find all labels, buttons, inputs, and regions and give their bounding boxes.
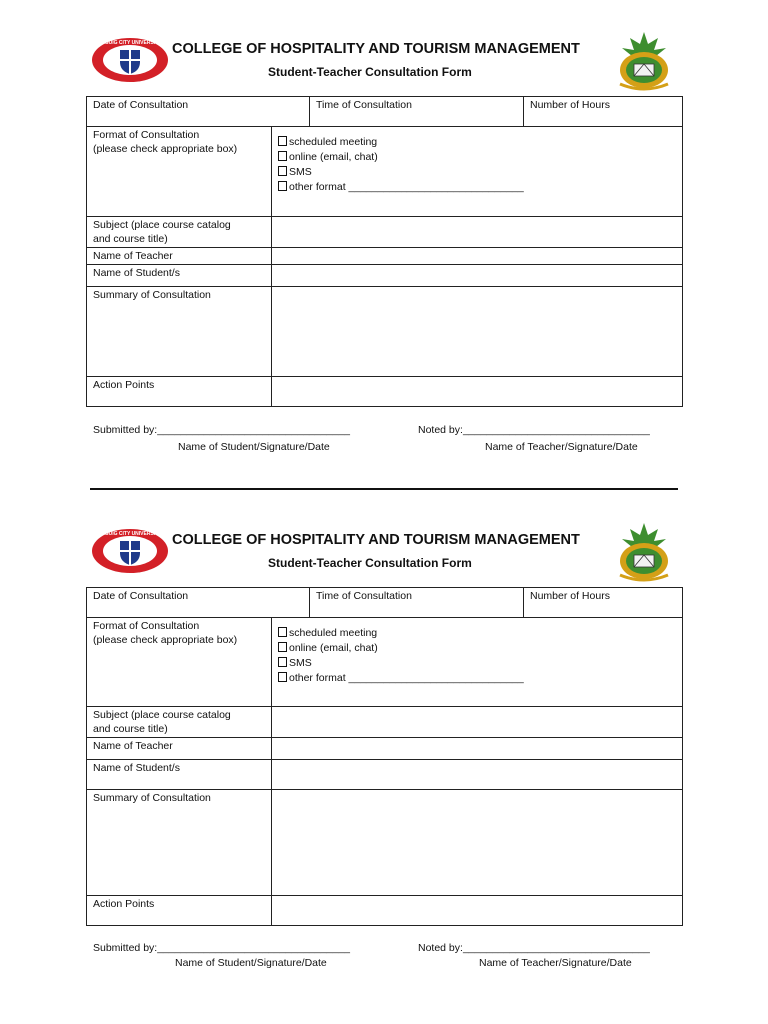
college-name: COLLEGE OF HOSPITALITY AND TOURISM MANAGEMENT xyxy=(172,41,580,57)
summary-field[interactable] xyxy=(272,790,683,896)
teacher-field[interactable] xyxy=(272,248,683,265)
checkbox-icon[interactable] xyxy=(278,166,287,176)
consultation-form-copy-2 xyxy=(0,521,768,969)
option-sms[interactable]: SMS xyxy=(278,656,676,671)
university-logo-icon xyxy=(90,36,170,84)
date-of-consultation-cell[interactable]: Date of Consultation xyxy=(87,97,310,127)
noted-by-line[interactable]: Noted by:________________________________ xyxy=(418,424,650,436)
form-header xyxy=(0,30,768,96)
consultation-table xyxy=(86,587,683,926)
option-other-format[interactable]: other format ______________________________ xyxy=(278,180,676,195)
subject-label: Subject (place course catalog and course title) xyxy=(87,707,272,738)
subject-field[interactable] xyxy=(272,707,683,738)
format-label-line1: Format of Consultation xyxy=(93,620,200,632)
checkbox-icon[interactable] xyxy=(278,657,287,667)
date-of-consultation-cell[interactable]: Date of Consultation xyxy=(87,588,310,618)
action-points-field[interactable] xyxy=(272,896,683,926)
option-sms[interactable]: SMS xyxy=(278,165,676,180)
option-online[interactable]: online (email, chat) xyxy=(278,150,676,165)
college-name: COLLEGE OF HOSPITALITY AND TOURISM MANAGEMENT xyxy=(172,532,580,548)
option-scheduled-meeting[interactable]: scheduled meeting xyxy=(278,135,676,150)
format-label xyxy=(87,127,272,217)
form-header xyxy=(0,521,768,587)
checkbox-icon[interactable] xyxy=(278,672,287,682)
time-of-consultation-cell[interactable]: Time of Consultation xyxy=(310,97,524,127)
format-options xyxy=(272,618,683,707)
consultation-table xyxy=(86,96,683,407)
format-options xyxy=(272,127,683,217)
checkbox-icon[interactable] xyxy=(278,136,287,146)
submitted-by-line[interactable]: Submitted by:_________________________________ xyxy=(93,942,350,954)
form-title: Student-Teacher Consultation Form xyxy=(268,65,472,79)
student-signature-caption: Name of Student/Signature/Date xyxy=(178,441,330,453)
college-seal-icon xyxy=(610,521,678,583)
format-label-line2: (please check appropriate box) xyxy=(93,143,238,155)
checkbox-icon[interactable] xyxy=(278,642,287,652)
consultation-form-copy-1 xyxy=(0,30,768,453)
action-points-label: Action Points xyxy=(87,377,272,407)
number-of-hours-cell[interactable]: Number of Hours xyxy=(524,97,683,127)
checkbox-icon[interactable] xyxy=(278,627,287,637)
form-title: Student-Teacher Consultation Form xyxy=(268,556,472,570)
submitted-by-line[interactable]: Submitted by:_________________________________ xyxy=(93,424,350,436)
students-label: Name of Student/s xyxy=(87,760,272,790)
students-field[interactable] xyxy=(272,760,683,790)
logo-lettering: TAGUIG CITY UNIVERSITY xyxy=(98,531,162,537)
checkbox-icon[interactable] xyxy=(278,181,287,191)
logo-lettering: TAGUIG CITY UNIVERSITY xyxy=(98,40,162,46)
summary-field[interactable] xyxy=(272,287,683,377)
teacher-label: Name of Teacher xyxy=(87,738,272,760)
format-label-line1: Format of Consultation xyxy=(93,129,200,141)
checkbox-icon[interactable] xyxy=(278,151,287,161)
university-logo-icon xyxy=(90,527,170,575)
option-scheduled-meeting[interactable]: scheduled meeting xyxy=(278,626,676,641)
college-seal-icon xyxy=(610,30,678,92)
format-label-line2: (please check appropriate box) xyxy=(93,634,238,646)
number-of-hours-cell[interactable]: Number of Hours xyxy=(524,588,683,618)
noted-by-line[interactable]: Noted by:________________________________ xyxy=(418,942,650,954)
option-online[interactable]: online (email, chat) xyxy=(278,641,676,656)
teacher-field[interactable] xyxy=(272,738,683,760)
teacher-label: Name of Teacher xyxy=(87,248,272,265)
cut-line-divider xyxy=(90,488,678,490)
students-field[interactable] xyxy=(272,265,683,287)
format-label xyxy=(87,618,272,707)
teacher-signature-caption: Name of Teacher/Signature/Date xyxy=(485,441,638,453)
teacher-signature-caption: Name of Teacher/Signature/Date xyxy=(479,957,632,969)
subject-field[interactable] xyxy=(272,217,683,248)
action-points-label: Action Points xyxy=(87,896,272,926)
summary-label: Summary of Consultation xyxy=(87,790,272,896)
subject-label: Subject (place course catalog and course title) xyxy=(87,217,272,248)
summary-label: Summary of Consultation xyxy=(87,287,272,377)
option-other-format[interactable]: other format ______________________________ xyxy=(278,671,676,686)
action-points-field[interactable] xyxy=(272,377,683,407)
student-signature-caption: Name of Student/Signature/Date xyxy=(175,957,327,969)
students-label: Name of Student/s xyxy=(87,265,272,287)
time-of-consultation-cell[interactable]: Time of Consultation xyxy=(310,588,524,618)
